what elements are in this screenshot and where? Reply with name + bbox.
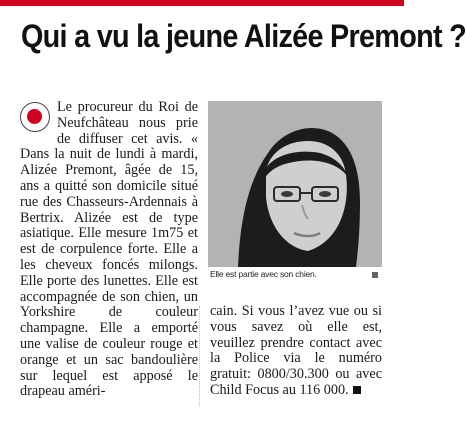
portrait-illustration <box>208 101 382 267</box>
column-divider <box>199 306 200 406</box>
body-column-left <box>20 100 198 400</box>
body-text-right: cain. Si vous l’avez vue ou si vous savez où elle est, veuillez prendre contact avec la Police via le numéro gratuit: 0800/30.300 ou avec Child Focus au 116 000. <box>210 303 382 398</box>
red-circle-bullet-icon <box>20 102 50 132</box>
caption-end-square-icon <box>372 272 378 278</box>
end-of-article-square-icon <box>353 386 361 394</box>
headline: Qui a vu la jeune Alizée Premont ? <box>21 18 466 54</box>
body-text-left: Le procureur du Roi de Neufchâteau nous prie de diffuser cet avis. « Dans la nuit de lundi à mardi, Alizée Premont, âgée de 15, ans a quitté son domicile situé rue des Chasseurs-Ardennais à Bertrix. Alizée est de type asiatique. Elle mesure 1m75 et est de corpulence forte. Elle a les cheveux foncés milongs. Elle porte des lunettes. Elle est accompagnée de son chien, un Yorkshire de couleur champagne. Elle a emporté une valise de couleur rouge et orange et un sac bandoulière sur lequel est apposé le drapeau améri- <box>20 99 198 400</box>
photo-caption: Elle est partie avec son chien. <box>210 269 317 279</box>
portrait-photo <box>208 101 382 267</box>
body-column-right <box>210 304 382 399</box>
